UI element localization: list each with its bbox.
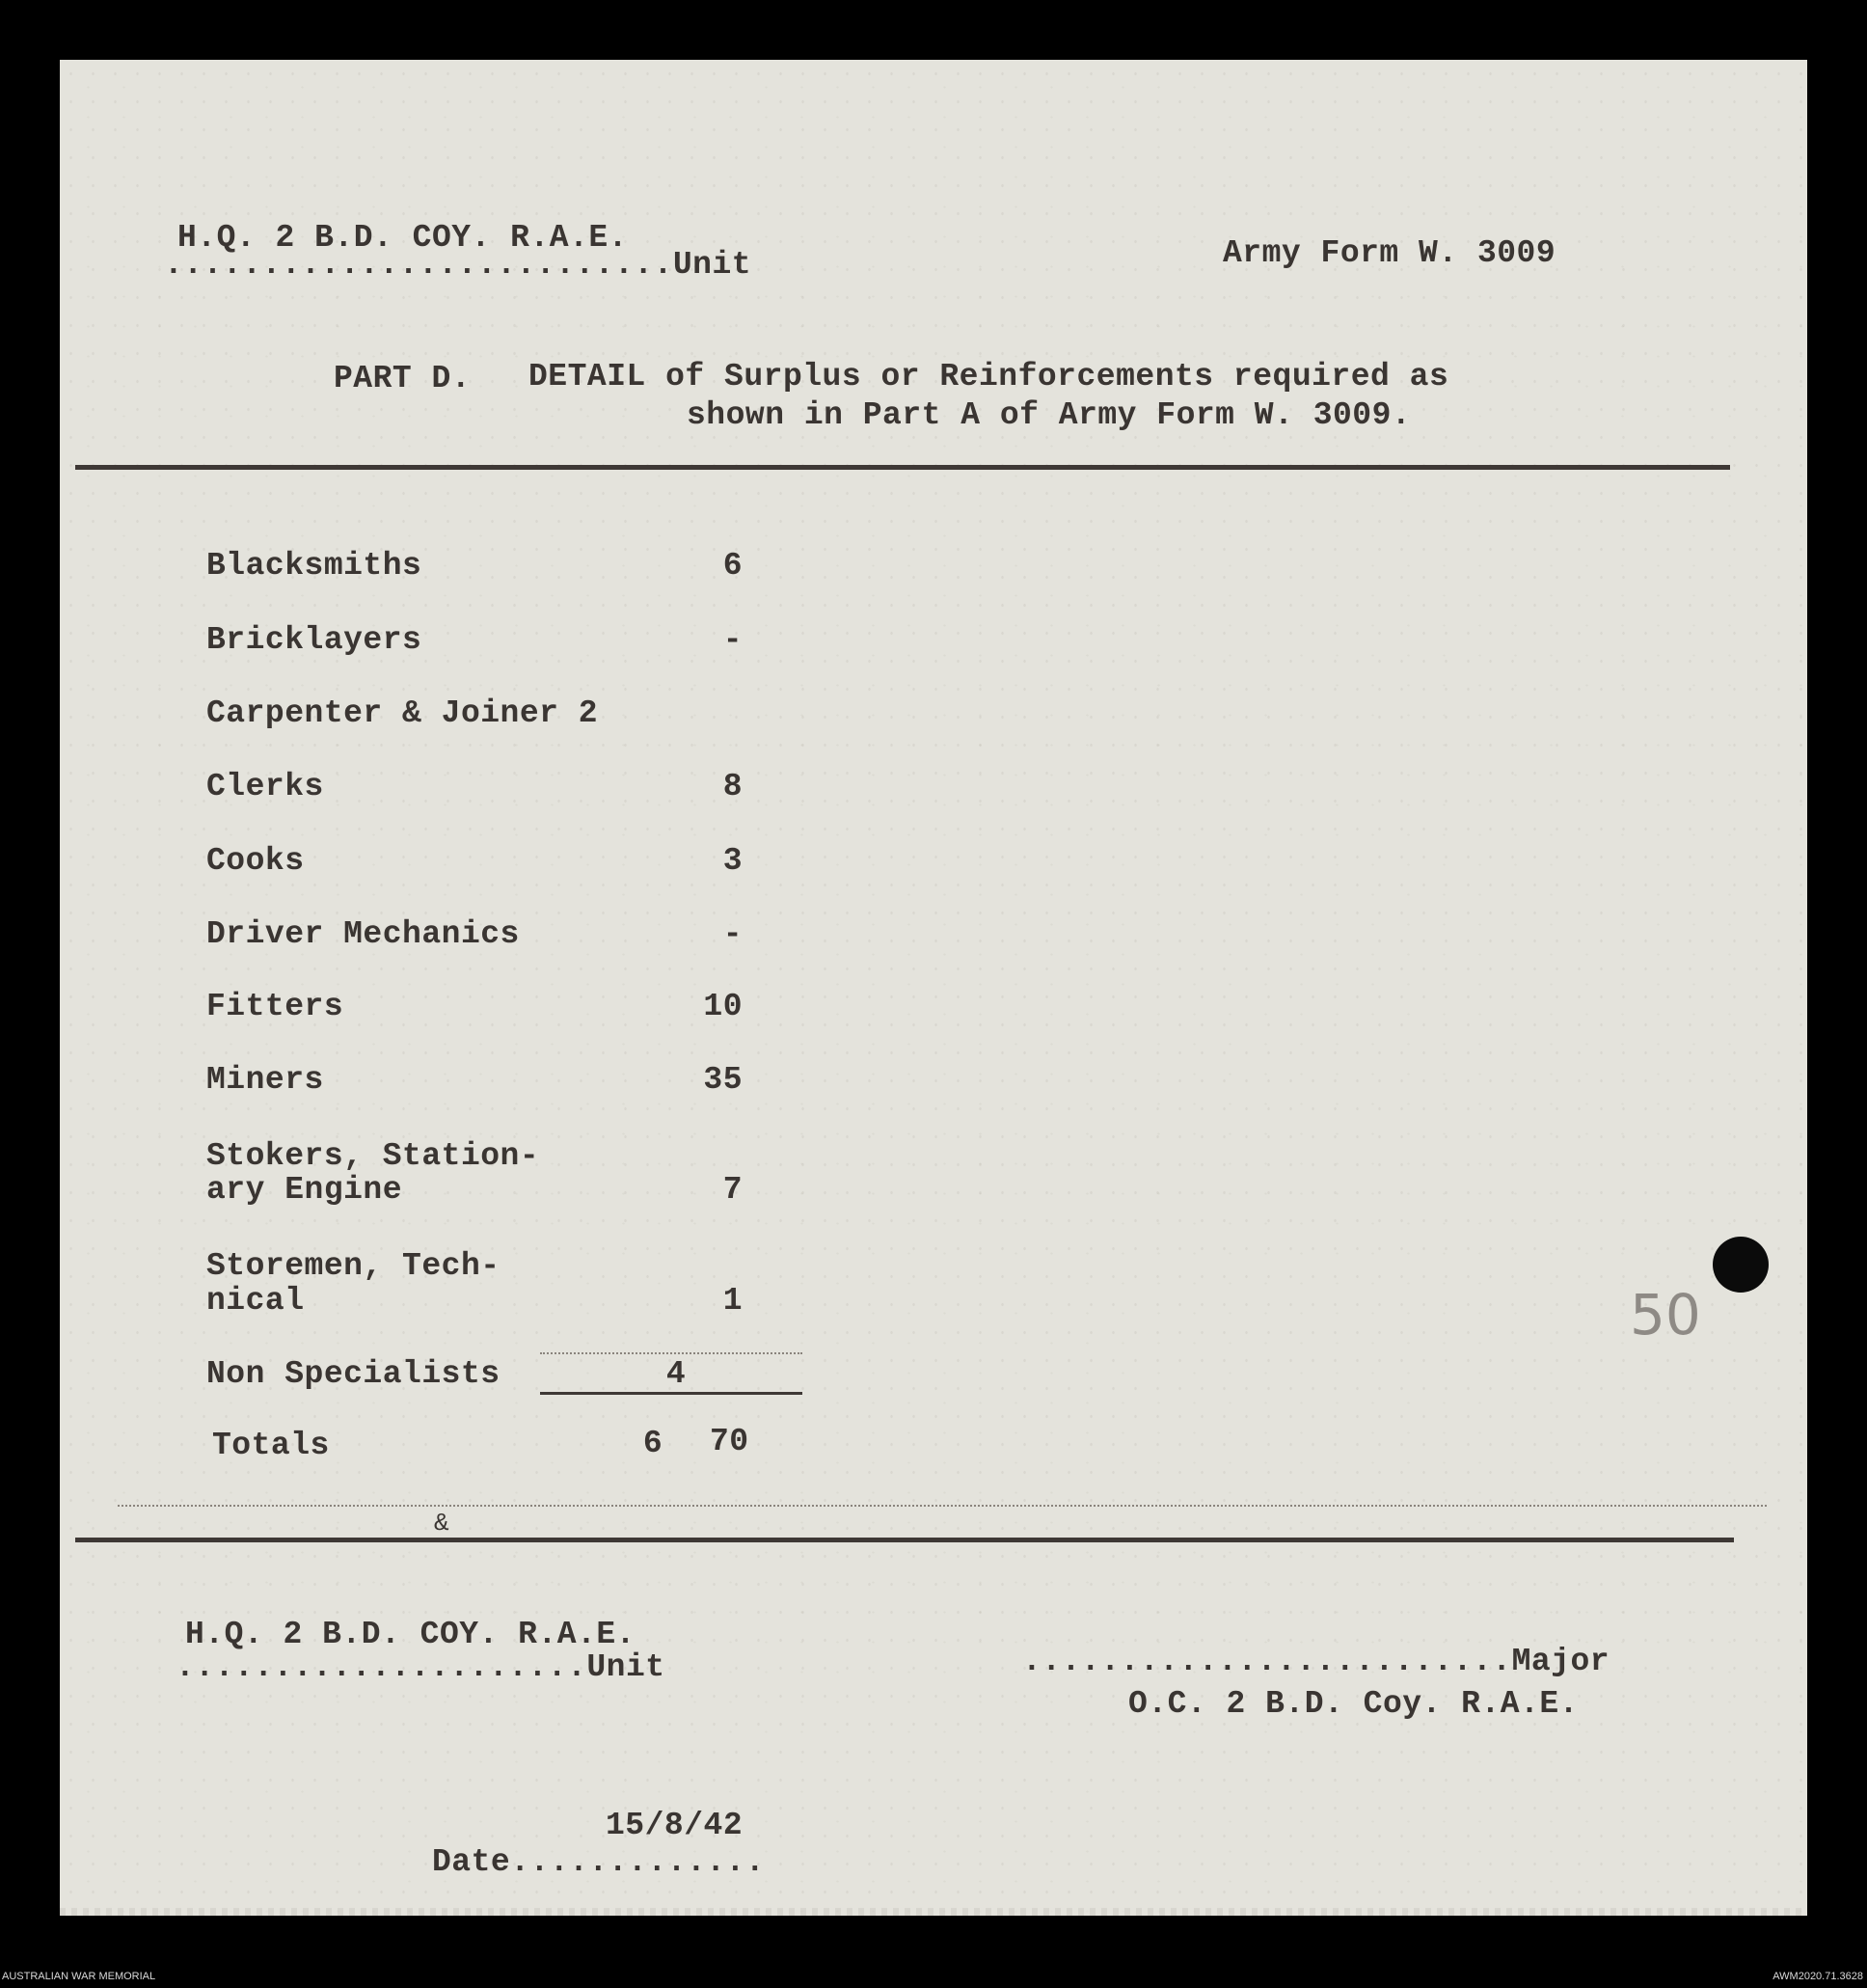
trade-label-driver-mechanics: Driver Mechanics <box>206 916 520 952</box>
bottom-divider <box>75 1538 1734 1542</box>
torn-edge <box>60 1908 1807 1916</box>
dotted-separator <box>118 1505 1767 1507</box>
document-page <box>60 60 1807 1916</box>
pencil-note: 50 <box>1630 1282 1701 1348</box>
signatory: O.C. 2 B.D. Coy. R.A.E. <box>1128 1686 1579 1722</box>
trade-label-storemen-cont: nical <box>206 1283 305 1319</box>
trade-label-carpenter: Carpenter & Joiner 2 <box>206 695 599 731</box>
archive-reference: AWM2020.71.3628 <box>1772 1971 1863 1982</box>
trade-value-bricklayers: - <box>722 622 743 658</box>
trade-value-clerks: 8 <box>722 769 743 804</box>
header-unit-line: ..........................Unit <box>164 247 752 283</box>
date-value: 15/8/42 <box>606 1808 744 1843</box>
archive-institution: AUSTRALIAN WAR MEMORIAL <box>2 1971 156 1982</box>
trade-value-miners: 35 <box>703 1062 743 1098</box>
trade-label-non-specialists: Non Specialists <box>206 1356 501 1392</box>
totals-value-a: 6 <box>642 1426 663 1461</box>
trade-label-fitters: Fitters <box>206 989 344 1024</box>
top-divider <box>75 465 1730 470</box>
totals-value-b: 70 <box>710 1424 749 1459</box>
trade-value-fitters: 10 <box>703 989 743 1024</box>
trade-label-miners: Miners <box>206 1062 324 1098</box>
part-label: PART D. <box>334 361 472 396</box>
trade-value-driver-mechanics: - <box>722 916 743 952</box>
trade-value-cooks: 3 <box>722 843 743 879</box>
trade-label-bricklayers: Bricklayers <box>206 622 422 658</box>
footer-unit-line: .....................Unit <box>176 1649 665 1685</box>
trade-label-stokers-cont: ary Engine <box>206 1172 403 1208</box>
sum-overline-faint <box>540 1352 802 1354</box>
trade-value-blacksmiths: 6 <box>722 548 743 584</box>
trade-label-blacksmiths: Blacksmiths <box>206 548 422 584</box>
trade-label-stokers: Stokers, Station- <box>206 1138 540 1174</box>
title-line-1: DETAIL of Surplus or Reinforcements required as <box>528 359 1449 395</box>
trade-label-storemen: Storemen, Tech- <box>206 1248 501 1284</box>
form-number: Army Form W. 3009 <box>1223 235 1556 271</box>
signature-line: .........................Major <box>1022 1644 1610 1679</box>
trade-value-storemen: 1 <box>722 1283 743 1319</box>
trade-label-clerks: Clerks <box>206 769 324 804</box>
title-line-2: shown in Part A of Army Form W. 3009. <box>687 397 1412 433</box>
sum-underline <box>540 1392 802 1395</box>
header-unit-name: H.Q. 2 B.D. COY. R.A.E. <box>177 220 628 256</box>
ampersand-mark: & <box>434 1509 450 1538</box>
trade-value-non-specialists: 4 <box>665 1356 687 1392</box>
punch-hole <box>1713 1237 1769 1293</box>
totals-label: Totals <box>212 1428 330 1463</box>
footer-unit-name: H.Q. 2 B.D. COY. R.A.E. <box>185 1617 636 1652</box>
trade-label-cooks: Cooks <box>206 843 305 879</box>
trade-value-stokers: 7 <box>722 1172 743 1208</box>
date-line: Date............. <box>432 1844 766 1880</box>
